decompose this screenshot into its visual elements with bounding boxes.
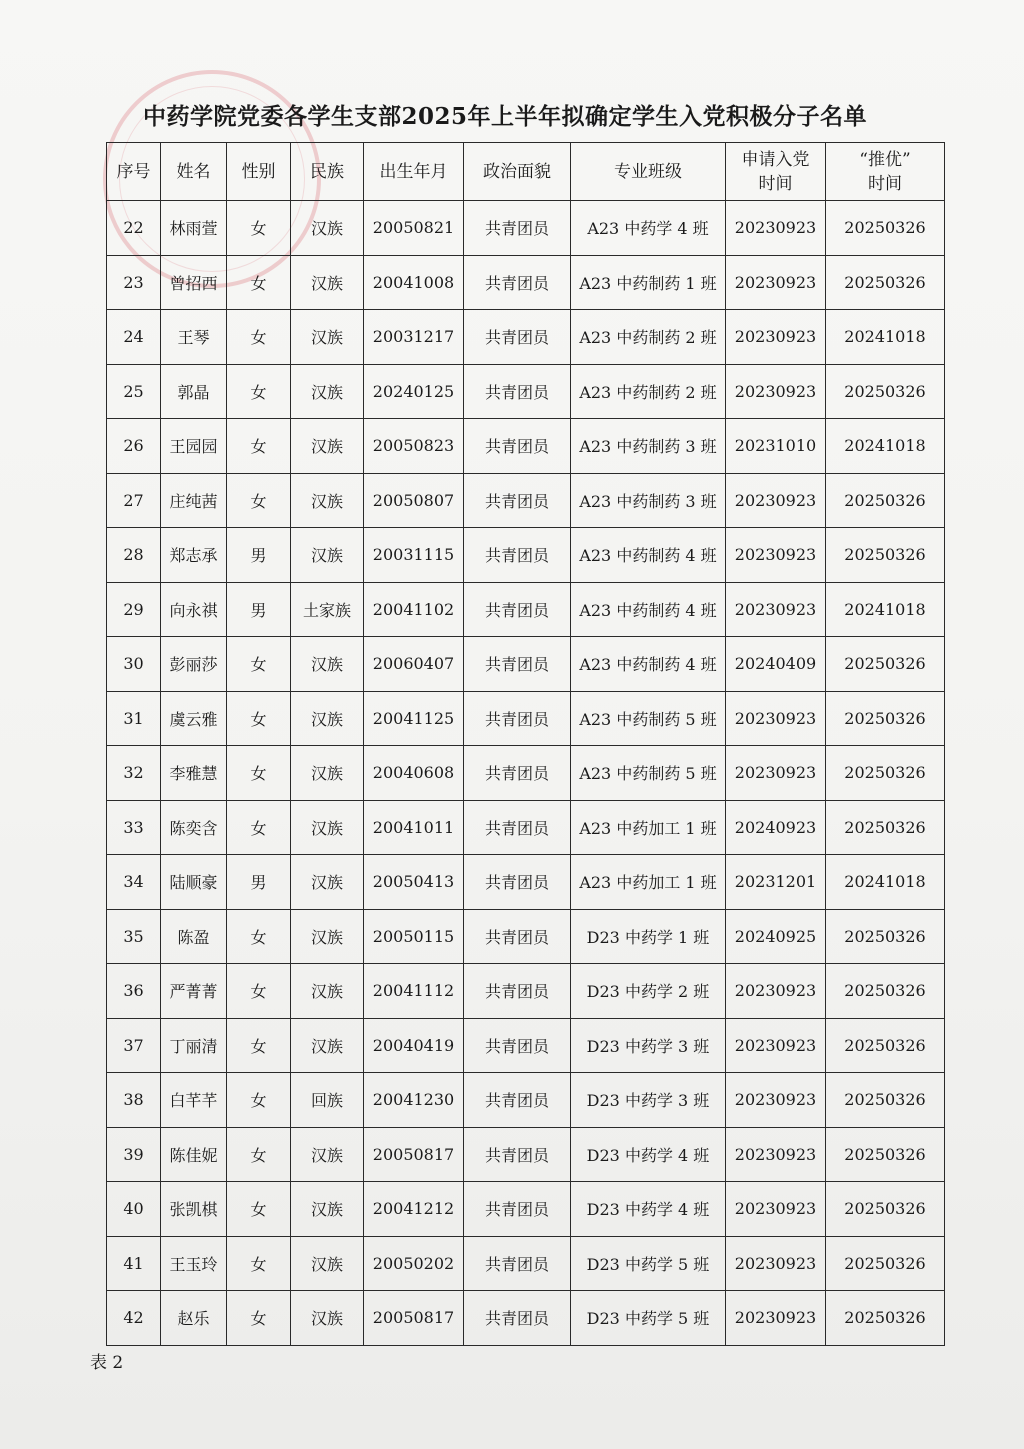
- cell-seq-no: 37: [107, 1018, 161, 1073]
- cell-gender: 男: [227, 582, 291, 637]
- header-label: 时间: [868, 173, 902, 194]
- cell-recommend-date: 20250326: [826, 201, 945, 256]
- cell-birth-date: 20041112: [364, 964, 464, 1019]
- cell-seq-no: 27: [107, 473, 161, 528]
- cell-seq-no: 30: [107, 637, 161, 692]
- cell-seq-no: 33: [107, 800, 161, 855]
- cell-birth-date: 20040419: [364, 1018, 464, 1073]
- cell-major-class: A23 中药制药 5 班: [571, 746, 726, 801]
- cell-name: 王园园: [161, 419, 227, 474]
- cell-seq-no: 39: [107, 1127, 161, 1182]
- cell-ethnicity: 汉族: [291, 528, 364, 583]
- cell-birth-date: 20050821: [364, 201, 464, 256]
- header-label: 出生年月: [379, 161, 448, 182]
- header-gender: [227, 143, 291, 201]
- cell-application-date: 20240409: [726, 637, 826, 692]
- cell-application-date: 20230923: [726, 310, 826, 365]
- header-application-date: [726, 143, 826, 201]
- cell-major-class: A23 中药制药 4 班: [571, 582, 726, 637]
- cell-ethnicity: 汉族: [291, 201, 364, 256]
- cell-recommend-date: 20250326: [826, 800, 945, 855]
- cell-name: 彭丽莎: [161, 637, 227, 692]
- cell-political-status: 共青团员: [464, 310, 571, 365]
- cell-political-status: 共青团员: [464, 1291, 571, 1346]
- cell-ethnicity: 汉族: [291, 637, 364, 692]
- cell-major-class: D23 中药学 4 班: [571, 1127, 726, 1182]
- cell-name: 白芊芊: [161, 1073, 227, 1128]
- cell-application-date: 20230923: [726, 691, 826, 746]
- cell-application-date: 20240923: [726, 800, 826, 855]
- cell-ethnicity: 汉族: [291, 1182, 364, 1237]
- cell-name: 赵乐: [161, 1291, 227, 1346]
- cell-application-date: 20230923: [726, 1018, 826, 1073]
- cell-gender: 女: [227, 800, 291, 855]
- cell-recommend-date: 20250326: [826, 964, 945, 1019]
- cell-ethnicity: 汉族: [291, 1018, 364, 1073]
- cell-major-class: D23 中药学 1 班: [571, 909, 726, 964]
- cell-application-date: 20230923: [726, 255, 826, 310]
- cell-recommend-date: 20241018: [826, 419, 945, 474]
- cell-application-date: 20231010: [726, 419, 826, 474]
- cell-application-date: 20230923: [726, 1073, 826, 1128]
- cell-name: 张凯棋: [161, 1182, 227, 1237]
- cell-seq-no: 40: [107, 1182, 161, 1237]
- table-row: [107, 473, 945, 528]
- cell-application-date: 20230923: [726, 1236, 826, 1291]
- cell-major-class: A23 中药制药 3 班: [571, 419, 726, 474]
- cell-seq-no: 34: [107, 855, 161, 910]
- cell-recommend-date: 20250326: [826, 1182, 945, 1237]
- cell-seq-no: 35: [107, 909, 161, 964]
- cell-political-status: 共青团员: [464, 909, 571, 964]
- table-row: [107, 1291, 945, 1346]
- cell-seq-no: 26: [107, 419, 161, 474]
- cell-gender: 女: [227, 1291, 291, 1346]
- cell-gender: 女: [227, 964, 291, 1019]
- cell-major-class: D23 中药学 5 班: [571, 1236, 726, 1291]
- cell-name: 王玉玲: [161, 1236, 227, 1291]
- cell-gender: 女: [227, 1182, 291, 1237]
- header-ethnicity: [291, 143, 364, 201]
- table-row: [107, 909, 945, 964]
- table-row: [107, 1018, 945, 1073]
- table-row: [107, 800, 945, 855]
- cell-political-status: 共青团员: [464, 1018, 571, 1073]
- cell-birth-date: 20050202: [364, 1236, 464, 1291]
- cell-application-date: 20231201: [726, 855, 826, 910]
- cell-application-date: 20230923: [726, 473, 826, 528]
- cell-recommend-date: 20250326: [826, 255, 945, 310]
- cell-seq-no: 41: [107, 1236, 161, 1291]
- cell-gender: 女: [227, 419, 291, 474]
- table-row: [107, 528, 945, 583]
- cell-gender: 女: [227, 255, 291, 310]
- cell-name: 王琴: [161, 310, 227, 365]
- cell-ethnicity: 土家族: [291, 582, 364, 637]
- cell-gender: 女: [227, 691, 291, 746]
- cell-major-class: D23 中药学 4 班: [571, 1182, 726, 1237]
- cell-major-class: A23 中药制药 4 班: [571, 637, 726, 692]
- cell-name: 李雅慧: [161, 746, 227, 801]
- header-label: 时间: [758, 173, 793, 194]
- cell-political-status: 共青团员: [464, 1182, 571, 1237]
- cell-recommend-date: 20250326: [826, 909, 945, 964]
- cell-name: 郭晶: [161, 364, 227, 419]
- cell-name: 林雨萱: [161, 201, 227, 256]
- cell-application-date: 20230923: [726, 1291, 826, 1346]
- cell-ethnicity: 汉族: [291, 1127, 364, 1182]
- cell-major-class: D23 中药学 3 班: [571, 1073, 726, 1128]
- cell-name: 郑志承: [161, 528, 227, 583]
- cell-political-status: 共青团员: [464, 964, 571, 1019]
- cell-application-date: 20230923: [726, 528, 826, 583]
- header-name: [161, 143, 227, 201]
- cell-birth-date: 20041102: [364, 582, 464, 637]
- cell-political-status: 共青团员: [464, 691, 571, 746]
- cell-seq-no: 22: [107, 201, 161, 256]
- cell-major-class: A23 中药制药 1 班: [571, 255, 726, 310]
- cell-gender: 女: [227, 909, 291, 964]
- cell-gender: 女: [227, 1236, 291, 1291]
- cell-seq-no: 31: [107, 691, 161, 746]
- cell-name: 向永祺: [161, 582, 227, 637]
- cell-major-class: A23 中药制药 4 班: [571, 528, 726, 583]
- table-row: [107, 746, 945, 801]
- cell-birth-date: 20031217: [364, 310, 464, 365]
- header-seq-no: [107, 143, 161, 201]
- table-row: [107, 310, 945, 365]
- cell-birth-date: 20041230: [364, 1073, 464, 1128]
- cell-recommend-date: 20250326: [826, 1291, 945, 1346]
- cell-political-status: 共青团员: [464, 582, 571, 637]
- cell-ethnicity: 汉族: [291, 473, 364, 528]
- cell-major-class: D23 中药学 5 班: [571, 1291, 726, 1346]
- cell-birth-date: 20050115: [364, 909, 464, 964]
- table-row: [107, 255, 945, 310]
- cell-political-status: 共青团员: [464, 1127, 571, 1182]
- cell-name: 曾招西: [161, 255, 227, 310]
- cell-application-date: 20230923: [726, 964, 826, 1019]
- cell-birth-date: 20050817: [364, 1127, 464, 1182]
- cell-name: 陆顺豪: [161, 855, 227, 910]
- cell-name: 庄纯茜: [161, 473, 227, 528]
- cell-birth-date: 20041011: [364, 800, 464, 855]
- cell-birth-date: 20240125: [364, 364, 464, 419]
- cell-birth-date: 20050817: [364, 1291, 464, 1346]
- cell-political-status: 共青团员: [464, 800, 571, 855]
- cell-application-date: 20230923: [726, 201, 826, 256]
- cell-ethnicity: 回族: [291, 1073, 364, 1128]
- cell-political-status: 共青团员: [464, 255, 571, 310]
- cell-ethnicity: 汉族: [291, 1236, 364, 1291]
- cell-ethnicity: 汉族: [291, 691, 364, 746]
- cell-political-status: 共青团员: [464, 364, 571, 419]
- cell-political-status: 共青团员: [464, 1073, 571, 1128]
- cell-seq-no: 28: [107, 528, 161, 583]
- table-row: [107, 1127, 945, 1182]
- cell-political-status: 共青团员: [464, 528, 571, 583]
- cell-ethnicity: 汉族: [291, 1291, 364, 1346]
- cell-gender: 女: [227, 1018, 291, 1073]
- cell-ethnicity: 汉族: [291, 800, 364, 855]
- header-label: 序号: [116, 161, 151, 182]
- cell-application-date: 20230923: [726, 582, 826, 637]
- cell-gender: 女: [227, 1127, 291, 1182]
- cell-seq-no: 38: [107, 1073, 161, 1128]
- cell-gender: 女: [227, 364, 291, 419]
- cell-political-status: 共青团员: [464, 637, 571, 692]
- cell-gender: 女: [227, 201, 291, 256]
- table-row: [107, 419, 945, 474]
- page-title: 中药学院党委各学生支部2025年上半年拟确定学生入党积极分子名单: [142, 103, 867, 130]
- header-label: 申请入党: [741, 149, 810, 170]
- cell-political-status: 共青团员: [464, 746, 571, 801]
- cell-seq-no: 42: [107, 1291, 161, 1346]
- cell-recommend-date: 20241018: [826, 855, 945, 910]
- table-row: [107, 637, 945, 692]
- cell-ethnicity: 汉族: [291, 855, 364, 910]
- header-label: 专业班级: [614, 161, 682, 182]
- cell-gender: 女: [227, 310, 291, 365]
- cell-gender: 女: [227, 637, 291, 692]
- cell-name: 陈盈: [161, 909, 227, 964]
- table-row: [107, 201, 945, 256]
- cell-major-class: A23 中药学 4 班: [571, 201, 726, 256]
- cell-recommend-date: 20250326: [826, 1018, 945, 1073]
- cell-seq-no: 24: [107, 310, 161, 365]
- cell-ethnicity: 汉族: [291, 255, 364, 310]
- header-label: 政治面貌: [483, 161, 551, 182]
- cell-seq-no: 32: [107, 746, 161, 801]
- cell-ethnicity: 汉族: [291, 909, 364, 964]
- cell-ethnicity: 汉族: [291, 746, 364, 801]
- table-footnote: 表 2: [90, 1353, 124, 1373]
- cell-ethnicity: 汉族: [291, 419, 364, 474]
- cell-seq-no: 25: [107, 364, 161, 419]
- cell-gender: 女: [227, 473, 291, 528]
- cell-recommend-date: 20250326: [826, 691, 945, 746]
- cell-birth-date: 20041008: [364, 255, 464, 310]
- cell-recommend-date: 20250326: [826, 1127, 945, 1182]
- cell-ethnicity: 汉族: [291, 364, 364, 419]
- cell-ethnicity: 汉族: [291, 964, 364, 1019]
- cell-political-status: 共青团员: [464, 473, 571, 528]
- cell-political-status: 共青团员: [464, 1236, 571, 1291]
- cell-application-date: 20230923: [726, 364, 826, 419]
- cell-recommend-date: 20241018: [826, 310, 945, 365]
- cell-political-status: 共青团员: [464, 201, 571, 256]
- cell-seq-no: 36: [107, 964, 161, 1019]
- cell-birth-date: 20041212: [364, 1182, 464, 1237]
- cell-birth-date: 20050807: [364, 473, 464, 528]
- cell-gender: 男: [227, 855, 291, 910]
- cell-major-class: A23 中药加工 1 班: [571, 800, 726, 855]
- cell-recommend-date: 20250326: [826, 528, 945, 583]
- cell-major-class: A23 中药制药 3 班: [571, 473, 726, 528]
- table-row: [107, 855, 945, 910]
- header-birth-date: [364, 143, 464, 201]
- cell-recommend-date: 20250326: [826, 1236, 945, 1291]
- cell-political-status: 共青团员: [464, 419, 571, 474]
- cell-major-class: D23 中药学 3 班: [571, 1018, 726, 1073]
- cell-major-class: D23 中药学 2 班: [571, 964, 726, 1019]
- header-major-class: [571, 143, 726, 201]
- cell-name: 陈奕含: [161, 800, 227, 855]
- header-label: “推优”: [859, 149, 911, 170]
- cell-major-class: A23 中药加工 1 班: [571, 855, 726, 910]
- cell-name: 虞云雅: [161, 691, 227, 746]
- cell-name: 丁丽清: [161, 1018, 227, 1073]
- cell-application-date: 20240925: [726, 909, 826, 964]
- cell-recommend-date: 20250326: [826, 473, 945, 528]
- cell-birth-date: 20040608: [364, 746, 464, 801]
- cell-application-date: 20230923: [726, 746, 826, 801]
- cell-recommend-date: 20250326: [826, 637, 945, 692]
- table-row: [107, 691, 945, 746]
- cell-recommend-date: 20250326: [826, 1073, 945, 1128]
- header-label: 民族: [310, 161, 344, 182]
- cell-name: 陈佳妮: [161, 1127, 227, 1182]
- cell-major-class: A23 中药制药 2 班: [571, 310, 726, 365]
- cell-political-status: 共青团员: [464, 855, 571, 910]
- cell-major-class: A23 中药制药 2 班: [571, 364, 726, 419]
- cell-gender: 男: [227, 528, 291, 583]
- cell-seq-no: 29: [107, 582, 161, 637]
- cell-recommend-date: 20250326: [826, 364, 945, 419]
- header-recommend-date: [826, 143, 945, 201]
- cell-birth-date: 20050413: [364, 855, 464, 910]
- table-row: [107, 1073, 945, 1128]
- cell-major-class: A23 中药制药 5 班: [571, 691, 726, 746]
- table-header-row: [107, 143, 945, 201]
- table-row: [107, 582, 945, 637]
- cell-ethnicity: 汉族: [291, 310, 364, 365]
- cell-gender: 女: [227, 746, 291, 801]
- activist-roster-table: [106, 142, 945, 1346]
- cell-recommend-date: 20250326: [826, 746, 945, 801]
- cell-birth-date: 20050823: [364, 419, 464, 474]
- cell-seq-no: 23: [107, 255, 161, 310]
- table-row: [107, 964, 945, 1019]
- cell-birth-date: 20041125: [364, 691, 464, 746]
- cell-application-date: 20230923: [726, 1127, 826, 1182]
- header-label: 姓名: [176, 161, 211, 182]
- cell-birth-date: 20031115: [364, 528, 464, 583]
- header-label: 性别: [241, 161, 276, 182]
- header-political-status: [464, 143, 571, 201]
- table-row: [107, 364, 945, 419]
- cell-recommend-date: 20241018: [826, 582, 945, 637]
- table-body: [107, 201, 945, 1346]
- cell-application-date: 20230923: [726, 1182, 826, 1237]
- cell-name: 严菁菁: [161, 964, 227, 1019]
- cell-gender: 女: [227, 1073, 291, 1128]
- cell-birth-date: 20060407: [364, 637, 464, 692]
- table-row: [107, 1182, 945, 1237]
- table-row: [107, 1236, 945, 1291]
